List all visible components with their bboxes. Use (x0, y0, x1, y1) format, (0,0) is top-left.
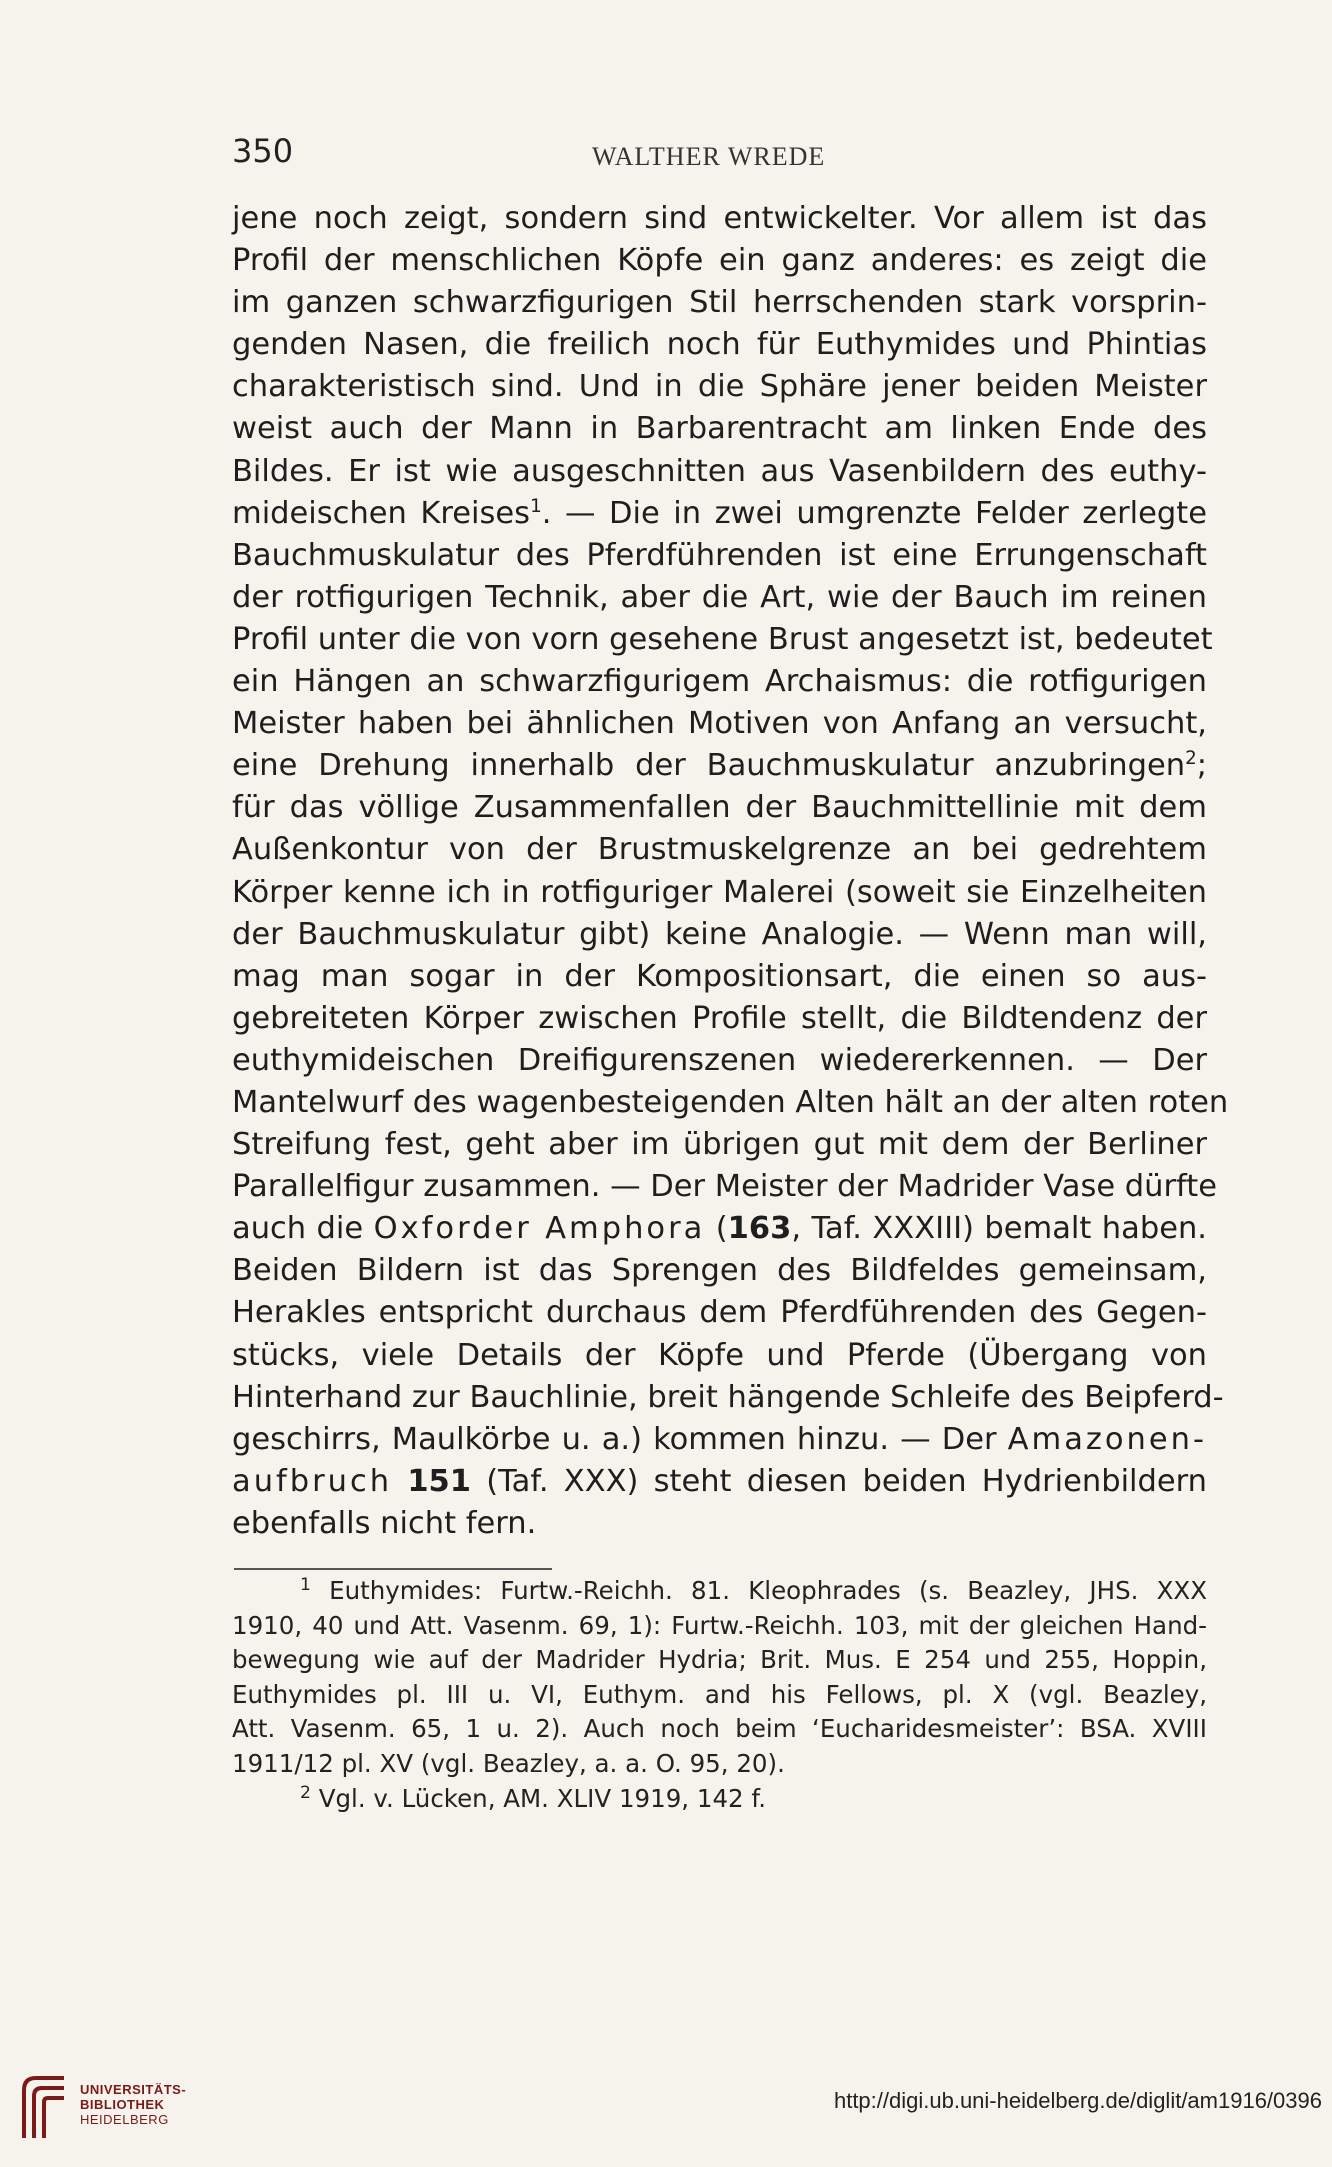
text-segment: geschirrs, Maulkörbe u. a.) kommen hinzu. — Der (232, 1421, 1008, 1457)
text-line (232, 1208, 1207, 1250)
footnote-divider (234, 1568, 552, 1570)
text-segment: mideischen Kreises (232, 495, 531, 531)
footnote-2 (232, 1782, 1207, 1817)
text-line: der rotfigurigen Technik, aber die Art, wie der Bauch im reinen (232, 579, 1207, 615)
footnote-mark: 1 (300, 1574, 311, 1595)
running-title: WALTHER WREDE (592, 142, 826, 171)
spaced-title: Oxforder Amphora (373, 1211, 706, 1247)
text-line: Streifung fest, geht aber im übrigen gut mit dem der Berliner (232, 1127, 1207, 1163)
library-logo[interactable] (14, 2068, 214, 2148)
footnotes (232, 1574, 1207, 1816)
footnote-text: Euthymides: Furtw.-Reichh. 81. Kleophrades (s. Beazley, JHS. XXX (329, 1576, 1207, 1605)
logo-line: HEIDELBERG (80, 2112, 169, 2127)
text-line: weist auch der Mann in Barbarentracht am linken Ende des (232, 411, 1207, 447)
text-segment: ( (705, 1211, 728, 1247)
text-line (232, 493, 1207, 535)
text-segment (392, 1464, 407, 1499)
text-line: charakteristisch sind. Und in die Sphäre jener beiden Meister (232, 369, 1207, 405)
text-line: genden Nasen, die freilich noch für Euthymides und Phintias (232, 327, 1207, 363)
text-line: stücks, viele Details der Köpfe und Pferde (Übergang von (232, 1337, 1207, 1373)
footnote-text: Vgl. v. Lücken, AM. XLIV 1919, 142 f. (318, 1783, 767, 1813)
text-segment: eine Drehung innerhalb der Bauchmuskulatur anzubringen (232, 748, 1186, 784)
text-line: für das völlige Zusammenfallen der Bauchmittellinie mit dem (232, 790, 1207, 826)
spaced-title: aufbruch (232, 1463, 393, 1499)
footnote-ref-2[interactable]: 2 (1185, 748, 1197, 770)
text-line: Bauchmuskulatur des Pferdführenden ist eine Errungenschaft (232, 537, 1207, 573)
page-header (232, 132, 1202, 180)
permalink-url[interactable]: http://digi.ub.uni-heidelberg.de/diglit/am1916/0396 (833, 2088, 1322, 2113)
footnote-mark: 2 (300, 1782, 311, 1803)
catalog-number: 163 (727, 1211, 792, 1247)
text-segment: auch die (232, 1211, 374, 1247)
footnote-line: bewegung wie auf der Madrider Hydria; Brit. Mus. E 254 und 255, Hoppin, (232, 1645, 1207, 1675)
text-segment: , Taf. XXXIII) bemalt haben. (791, 1211, 1207, 1247)
footnote-line: 1911/12 pl. XV (vgl. Beazley, a. a. O. 95, 20). (232, 1748, 785, 1778)
footnote-line: Euthymides pl. III u. VI, Euthym. and his Fellows, pl. X (vgl. Beazley, (232, 1679, 1207, 1709)
footnote-ref-1[interactable]: 1 (530, 495, 542, 517)
text-line: im ganzen schwarzfigurigen Stil herrschenden stark vorsprin- (232, 285, 1207, 321)
text-line: Beiden Bildern ist das Sprengen des Bildfeldes gemeinsam, (232, 1253, 1207, 1289)
text-line (232, 745, 1207, 787)
text-line: euthymideischen Dreifigurenszenen wiedererkennen. — Der (232, 1042, 1207, 1078)
text-line: Profil unter die von vorn gesehene Brust angesetzt ist, bedeutet (232, 621, 1213, 657)
text-segment: (Taf. XXX) steht diesen beiden Hydrienbildern (470, 1463, 1207, 1499)
body-text (232, 198, 1229, 1545)
text-line: Körper kenne ich in rotfiguriger Malerei (soweit sie Einzelheiten (232, 874, 1207, 910)
catalog-number: 151 (407, 1463, 471, 1499)
text-line: ein Hängen an schwarzfigurigem Archaismus: die rotfigurigen (232, 664, 1207, 700)
footnote-line: Att. Vasenm. 65, 1 u. 2). Auch noch beim ‘Eucharidesmeister’: BSA. XVIII (232, 1714, 1207, 1744)
spaced-title: Amazonen- (1007, 1421, 1207, 1457)
library-logo-text (80, 2082, 186, 2127)
logo-line: BIBLIOTHEK (80, 2097, 165, 2112)
text-segment: . — Die in zwei umgrenzte Felder zerlegte (541, 495, 1208, 531)
text-line: ebenfalls nicht fern. (232, 1505, 537, 1541)
logo-line: UNIVERSITÄTS- (80, 2082, 187, 2097)
text-line: gebreiteten Körper zwischen Profile stellt, die Bildtendenz der (232, 1000, 1207, 1036)
text-line: Parallelfigur zusammen. — Der Meister der Madrider Vase dürfte (232, 1169, 1217, 1205)
text-line: der Bauchmuskulatur gibt) keine Analogie. — Wenn man will, (232, 916, 1207, 952)
text-line: Profil der menschlichen Köpfe ein ganz anderes: es zeigt die (232, 243, 1207, 279)
text-line (232, 1419, 1207, 1461)
page-number: 350 (232, 132, 294, 170)
footnote-line: 1910, 40 und Att. Vasenm. 69, 1): Furtw.-Reichh. 103, mit der gleichen Hand- (232, 1610, 1207, 1640)
text-segment: ; (1196, 748, 1207, 784)
text-line: Bildes. Er ist wie ausgeschnitten aus Vasenbildern des euthy- (232, 453, 1207, 489)
text-line (232, 1461, 1207, 1503)
footnote-1 (232, 1574, 1207, 1609)
text-line: jene noch zeigt, sondern sind entwickelter. Vor allem ist das (232, 201, 1207, 236)
library-logo-icon (14, 2070, 74, 2140)
text-line: Mantelwurf des wagenbesteigenden Alten hält an der alten roten (232, 1084, 1229, 1120)
text-line: Hinterhand zur Bauchlinie, breit hängende Schleife des Beipferd- (232, 1379, 1224, 1415)
text-line: Herakles entspricht durchaus dem Pferdführenden des Gegen- (232, 1295, 1207, 1331)
text-line: Meister haben bei ähnlichen Motiven von Anfang an versucht, (232, 706, 1207, 742)
text-line: mag man sogar in der Kompositionsart, die einen so aus- (232, 958, 1207, 994)
text-line: Außenkontur von der Brustmuskelgrenze an bei gedrehtem (232, 832, 1207, 868)
